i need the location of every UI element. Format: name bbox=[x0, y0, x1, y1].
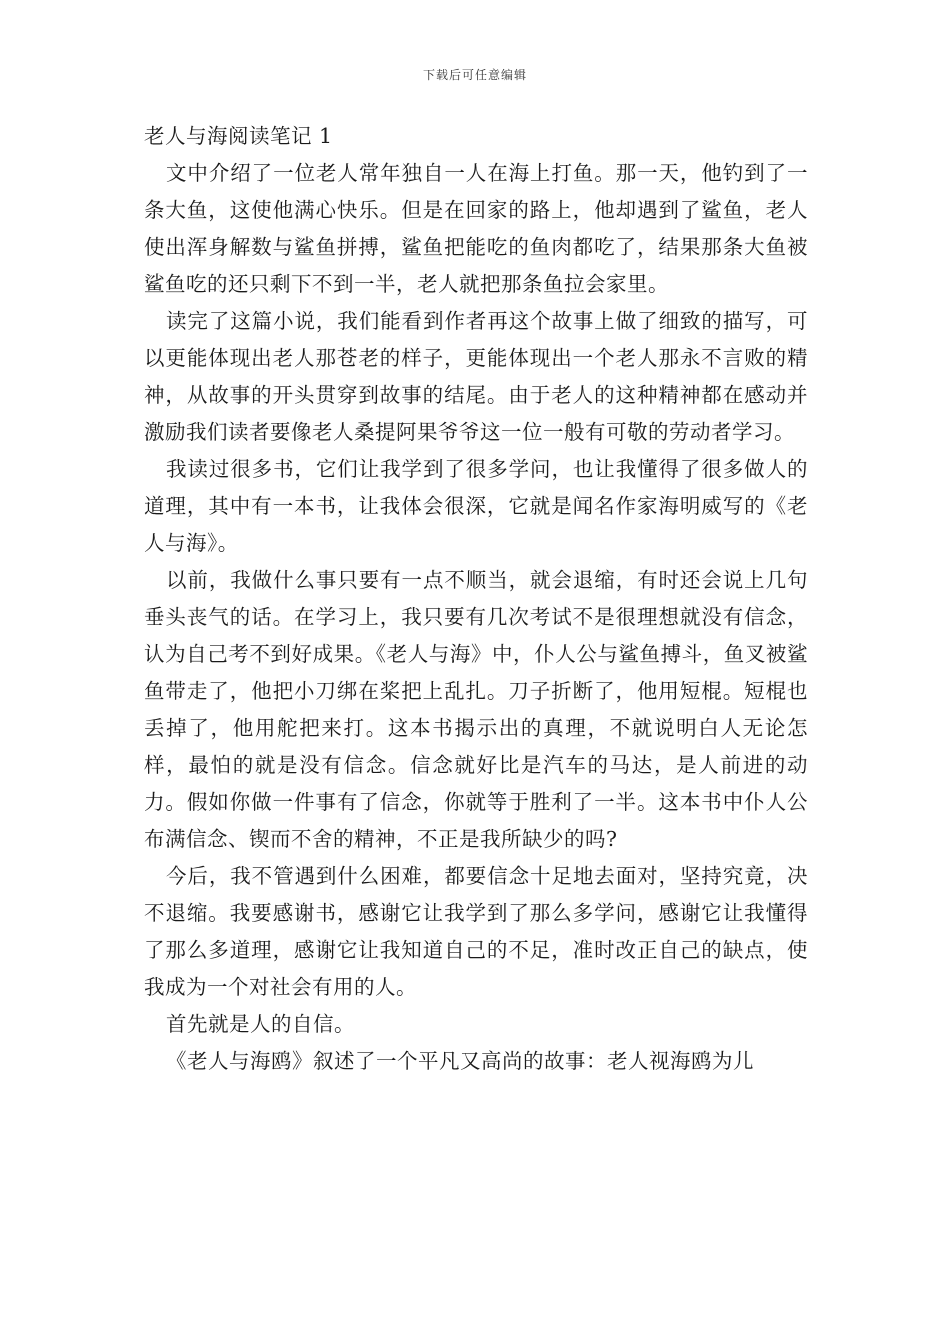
paragraph-2: 读完了这篇小说，我们能看到作者再这个故事上做了细致的描写，可以更能体现出老人那苍老的样子，更能体现出一个老人那永不言败的精神，从故事的开头贯穿到故事的结尾。由于老人的这种精神都在感动并激励我们读者要像老人桑提阿果爷爷这一位一般有可敬的劳动者学习。 bbox=[144, 309, 808, 444]
document-title: 老人与海阅读笔记 1 bbox=[144, 124, 333, 148]
page-header: 下载后可任意编辑 bbox=[422, 68, 527, 82]
paragraph-4: 以前，我做什么事只要有一点不顺当，就会退缩，有时还会说上几句垂头丧气的话。在学习上，我只要有几次考试不是很理想就没有信念，认为自己考不到好成果。《老人与海》中，仆人公与鲨鱼搏斗，鱼叉被鲨鱼带走了，他把小刀绑在桨把上乱扎。刀子折断了，他用短棍。短棍也丢掉了，他用舵把来打。这本书揭示出的真理，不就说明白人无论怎样，最怕的就是没有信念。信念就好比是汽车的马达，是人前进的动力。假如你做一件事有了信念，你就等于胜利了一半。这本书中仆人公布满信念、锲而不舍的精神，不正是我所缺少的吗? bbox=[144, 568, 808, 851]
paragraph-5: 今后，我不管遇到什么困难，都要信念十足地去面对，坚持究竟，决不退缩。我要感谢书，感谢它让我学到了那么多学问，感谢它让我懂得了那么多道理，感谢它让我知道自己的不足，准时改正自己的缺点，使我成为一个对社会有用的人。 bbox=[144, 864, 808, 999]
document-body bbox=[144, 118, 808, 1080]
paragraph-7: 《老人与海鸥》叙述了一个平凡又高尚的故事：老人视海鸥为儿 bbox=[166, 1049, 754, 1073]
paragraph-1: 文中介绍了一位老人常年独自一人在海上打鱼。那一天，他钓到了一条大鱼，这使他满心快乐。但是在回家的路上，他却遇到了鲨鱼，老人使出浑身解数与鲨鱼拼搏，鲨鱼把能吃的鱼肉都吃了，结果那条大鱼被鲨鱼吃的还只剩下不到一半，老人就把那条鱼拉会家里。 bbox=[144, 161, 808, 296]
paragraph-3: 我读过很多书，它们让我学到了很多学问，也让我懂得了很多做人的道理，其中有一本书，让我体会很深，它就是闻名作家海明威写的《老人与海》。 bbox=[144, 457, 808, 555]
paragraph-6: 首先就是人的自信。 bbox=[166, 1012, 355, 1036]
